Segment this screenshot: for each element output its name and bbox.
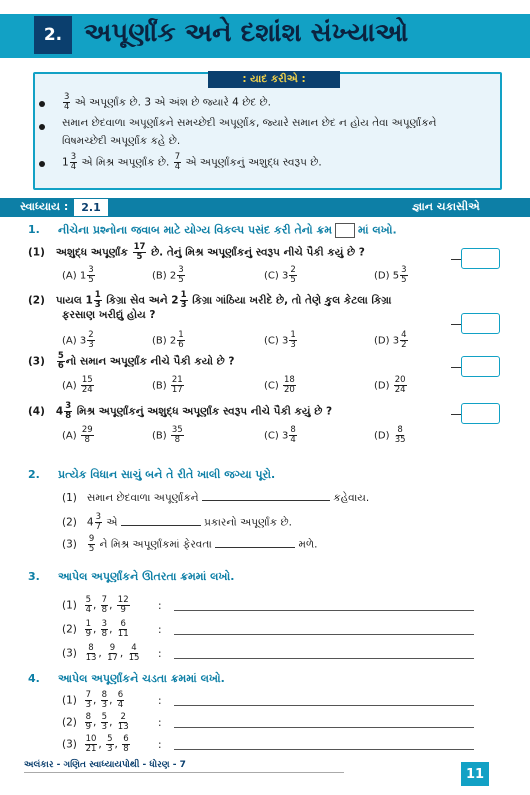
fill-blank-1: (1) સમાન છેદવાળા અપૂર્ણાંકને કહેવાય. <box>62 492 370 504</box>
fraction: $\frac{4}{15}$ <box>128 643 140 663</box>
order-row: (2) $\frac{8}{9}$ , $\frac{5}{3}$ , $\frac{2}{13}$ <box>62 712 129 732</box>
fraction: $\frac{20}{24}$ <box>394 375 406 395</box>
bullet-icon <box>39 101 45 107</box>
fraction: $\frac{5}{4}$ <box>85 595 91 615</box>
remember-box <box>33 72 502 190</box>
remember-point-2-line-1: સમાન છેદવાળા અપૂર્ણાંકને સમચ્છેદી અપૂર્ણાંક, જ્યારે સમાન છેદ ન હોય તેવા અપૂર્ણાંકને <box>62 117 437 129</box>
fraction: $\frac{3}{7}$ <box>95 512 101 532</box>
fraction: $\frac{10}{21}$ <box>85 734 97 754</box>
question-1-title: નીચેના પ્રશ્નોના જવાબ માટે યોગ્ય વિકલ્પ પસંદ કરી તેનો ક્રમ માં લખો. <box>58 223 397 237</box>
fraction: $\frac{9}{5}$ <box>88 534 95 554</box>
fraction: $\frac{12}{9}$ <box>117 595 129 615</box>
option-a[interactable]: (A) 1 $\frac{3}{5}$ <box>62 265 94 285</box>
option-c[interactable]: (C) 3 $\frac{1}{3}$ <box>264 330 296 350</box>
fraction: $\frac{6}{11}$ <box>117 619 129 639</box>
fraction: $\frac{2}{3}$ <box>88 330 94 350</box>
order-row: (1) $\frac{5}{4}$ , $\frac{7}{8}$ , $\frac{12}{9}$ <box>62 595 129 615</box>
answer-line[interactable] <box>174 610 474 611</box>
option-b[interactable]: (B) 2 $\frac{3}{5}$ <box>152 265 184 285</box>
fraction: $\frac{18}{20}$ <box>283 375 295 395</box>
footer-divider <box>24 772 344 773</box>
question-3-title: આપેલ અપૂર્ણાંકને ઊતરતા ક્રમમાં લખો. <box>58 570 235 583</box>
question-1-2: (2) પાયલ 1 $\frac{1}{3}$ કિગ્રા સેવ અને 2 $\frac{1}{3}$ કિગ્રા ગાંઠિયા ખરીદે છે, તો તેણે કુલ કેટલા કિગ્રા <box>28 290 392 310</box>
blank-line[interactable] <box>215 547 295 548</box>
option-b[interactable]: (B) $\frac{35}{8}$ <box>152 425 183 445</box>
option-c[interactable]: (C) $\frac{18}{20}$ <box>264 375 295 395</box>
answer-line[interactable] <box>174 658 474 659</box>
fraction: $\frac{29}{8}$ <box>81 425 93 445</box>
fraction: $\frac{3}{8}$ <box>101 619 108 639</box>
fraction: $\frac{21}{17}$ <box>171 375 183 395</box>
bullet-icon <box>39 124 45 130</box>
question-1-number: 1. <box>28 223 40 236</box>
colon: : <box>158 600 162 612</box>
fraction: $\frac{3}{5}$ <box>401 265 407 285</box>
option-d[interactable]: (D) 3 $\frac{4}{2}$ <box>374 330 407 350</box>
answer-dash <box>451 414 461 415</box>
chapter-title: અપૂર્ણાંક અને દશાંશ સંખ્યાઓ <box>84 18 409 48</box>
answer-dash <box>451 324 461 325</box>
fraction: $\frac{1}{3}$ <box>290 330 296 350</box>
option-d[interactable]: (D) $\frac{20}{24}$ <box>374 375 406 395</box>
fraction: $\frac{8}{3}$ <box>101 690 108 710</box>
remember-point-1: $\frac{3}{4}$ એ અપૂર્ણાંક છે. 3 એ અંશ છે જ્યારે 4 છેદ છે. <box>64 92 271 112</box>
option-a[interactable]: (A) $\frac{29}{8}$ <box>62 425 93 445</box>
fraction: $\frac{6}{4}$ <box>117 690 124 710</box>
fraction: $\frac{1}{9}$ <box>85 619 91 639</box>
question-1-1: (1) અશુદ્ધ અપૂર્ણાંક $\frac{17}{5}$ છે. તેનું મિશ્ર અપૂર્ણાંકનું સ્વરૂપ નીચે પૈકી કયું છે ? <box>28 242 365 262</box>
option-b[interactable]: (B) 2 $\frac{1}{6}$ <box>152 330 184 350</box>
fraction: $\frac{7}{8}$ <box>101 595 108 615</box>
footer-book-title: અલંકાર - ગણિત સ્વાધ્યાયપોથી - ધોરણ - 7 <box>24 760 186 770</box>
fill-blank-2: (2) 4 $\frac{3}{7}$ એ પ્રકારનો અપૂર્ણાંક છે. <box>62 512 292 532</box>
option-d[interactable]: (D) 5 $\frac{3}{5}$ <box>374 265 407 285</box>
remember-tag: : યાદ કરીએ : <box>208 71 340 88</box>
question-2-number: 2. <box>28 468 40 481</box>
answer-line[interactable] <box>174 705 474 706</box>
colon: : <box>158 648 162 660</box>
colon: : <box>158 695 162 707</box>
order-row: (1) $\frac{7}{3}$ , $\frac{8}{3}$ , $\frac{6}{4}$ <box>62 690 124 710</box>
option-a[interactable]: (A) $\frac{15}{24}$ <box>62 375 93 395</box>
fraction: $\frac{1}{6}$ <box>178 330 184 350</box>
option-a[interactable]: (A) 3 $\frac{2}{3}$ <box>62 330 94 350</box>
question-2-title: પ્રત્યેક વિધાન સાચું બને તે રીતે ખાલી જગ્યા પૂરો. <box>58 468 276 481</box>
exercise-number: 2.1 <box>74 199 108 216</box>
fraction: $\frac{3}{5}$ <box>178 265 184 285</box>
question-1-3: (3) $\frac{5}{6}$ નો સમાન અપૂર્ણાંક નીચે પૈકી કયો છે ? <box>28 351 235 371</box>
option-c[interactable]: (C) 3 $\frac{8}{4}$ <box>264 425 296 445</box>
exercise-label: સ્વાધ્યાય : <box>20 200 69 213</box>
fraction: $\frac{8}{4}$ <box>290 425 296 445</box>
fraction: $\frac{2}{5}$ <box>290 265 296 285</box>
fraction: $\frac{5}{3}$ <box>107 734 113 754</box>
remember-point-2-line-2: વિષમચ્છેદી અપૂર્ણાંક કહે છે. <box>62 135 181 147</box>
fraction: $\frac{5}{6}$ <box>57 351 64 371</box>
question-4-number: 4. <box>28 672 40 685</box>
remember-point-3: 1 $\frac{3}{4}$ એ મિશ્ર અપૂર્ણાંક છે. $\frac{7}{4}$ એ અપૂર્ણાંકનું અશુદ્ધ સ્વરૂપ છે. <box>62 152 322 172</box>
colon: : <box>158 739 162 751</box>
chapter-number: 2. <box>34 16 72 54</box>
answer-slot-icon <box>335 223 355 238</box>
fraction: $\frac{5}{3}$ <box>101 712 108 732</box>
fraction: $\frac{17}{5}$ <box>133 242 146 262</box>
blank-line[interactable] <box>202 500 330 501</box>
fraction: $\frac{3}{4}$ <box>70 152 77 172</box>
fraction: $\frac{8}{13}$ <box>85 643 97 663</box>
page-number: 11 <box>461 762 489 786</box>
order-row: (3) $\frac{8}{13}$ , $\frac{9}{17}$ , $\frac{4}{15}$ <box>62 643 140 663</box>
fraction: $\frac{3}{8}$ <box>65 401 72 421</box>
answer-box-3[interactable] <box>461 356 500 377</box>
question-4-title: આપેલ અપૂર્ણાંકને ચડતા ક્રમમાં લખો. <box>58 672 225 685</box>
fraction: $\frac{35}{8}$ <box>171 425 183 445</box>
fraction: $\frac{7}{4}$ <box>174 152 181 172</box>
answer-box-4[interactable] <box>461 403 500 424</box>
answer-box-2[interactable] <box>461 313 500 334</box>
fraction: $\frac{7}{3}$ <box>85 690 91 710</box>
option-c[interactable]: (C) 3 $\frac{2}{5}$ <box>264 265 296 285</box>
answer-line[interactable] <box>174 727 474 728</box>
question-1-4: (4) 4 $\frac{3}{8}$ મિશ્ર અપૂર્ણાંકનું અશુદ્ધ અપૂર્ણાંક સ્વરૂપ નીચે પૈકી કયું છે ? <box>28 401 333 421</box>
bullet-icon <box>39 161 45 167</box>
fraction: $\frac{9}{17}$ <box>107 643 118 663</box>
fraction: $\frac{6}{8}$ <box>123 734 129 754</box>
option-d[interactable]: (D) $\frac{8}{35}$ <box>374 425 406 445</box>
colon: : <box>158 624 162 636</box>
order-row: (3) $\frac{10}{21}$ , $\frac{5}{3}$ , $\frac{6}{8}$ <box>62 734 129 754</box>
blank-line[interactable] <box>121 525 201 526</box>
fraction: $\frac{3}{5}$ <box>88 265 94 285</box>
fraction: $\frac{1}{3}$ <box>180 290 187 310</box>
fraction: $\frac{8}{35}$ <box>394 425 406 445</box>
fraction: $\frac{1}{3}$ <box>94 290 101 310</box>
question-3-number: 3. <box>28 570 40 583</box>
answer-line[interactable] <box>174 634 474 635</box>
answer-dash <box>451 367 461 368</box>
answer-line[interactable] <box>174 749 474 750</box>
answer-dash <box>451 259 461 260</box>
question-1-2-line-2: ફરસાણ ખરીદ્યું હોય ? <box>62 309 156 321</box>
order-row: (2) $\frac{1}{9}$ , $\frac{3}{8}$ , $\frac{6}{11}$ <box>62 619 129 639</box>
fill-blank-3: (3) $\frac{9}{5}$ ને મિશ્ર અપૂર્ણાંકમાં ફેરવતા મળે. <box>62 534 318 554</box>
fraction: $\frac{4}{2}$ <box>401 330 407 350</box>
colon: : <box>158 717 162 729</box>
fraction: $\frac{3}{4}$ <box>64 92 70 112</box>
option-b[interactable]: (B) $\frac{21}{17}$ <box>152 375 183 395</box>
fraction: $\frac{2}{13}$ <box>117 712 129 732</box>
fraction: $\frac{8}{9}$ <box>85 712 91 732</box>
fraction: $\frac{15}{24}$ <box>81 375 93 395</box>
answer-box-1[interactable] <box>461 248 500 269</box>
exercise-right-label: જ્ઞાન ચકાસીએ <box>412 200 480 213</box>
